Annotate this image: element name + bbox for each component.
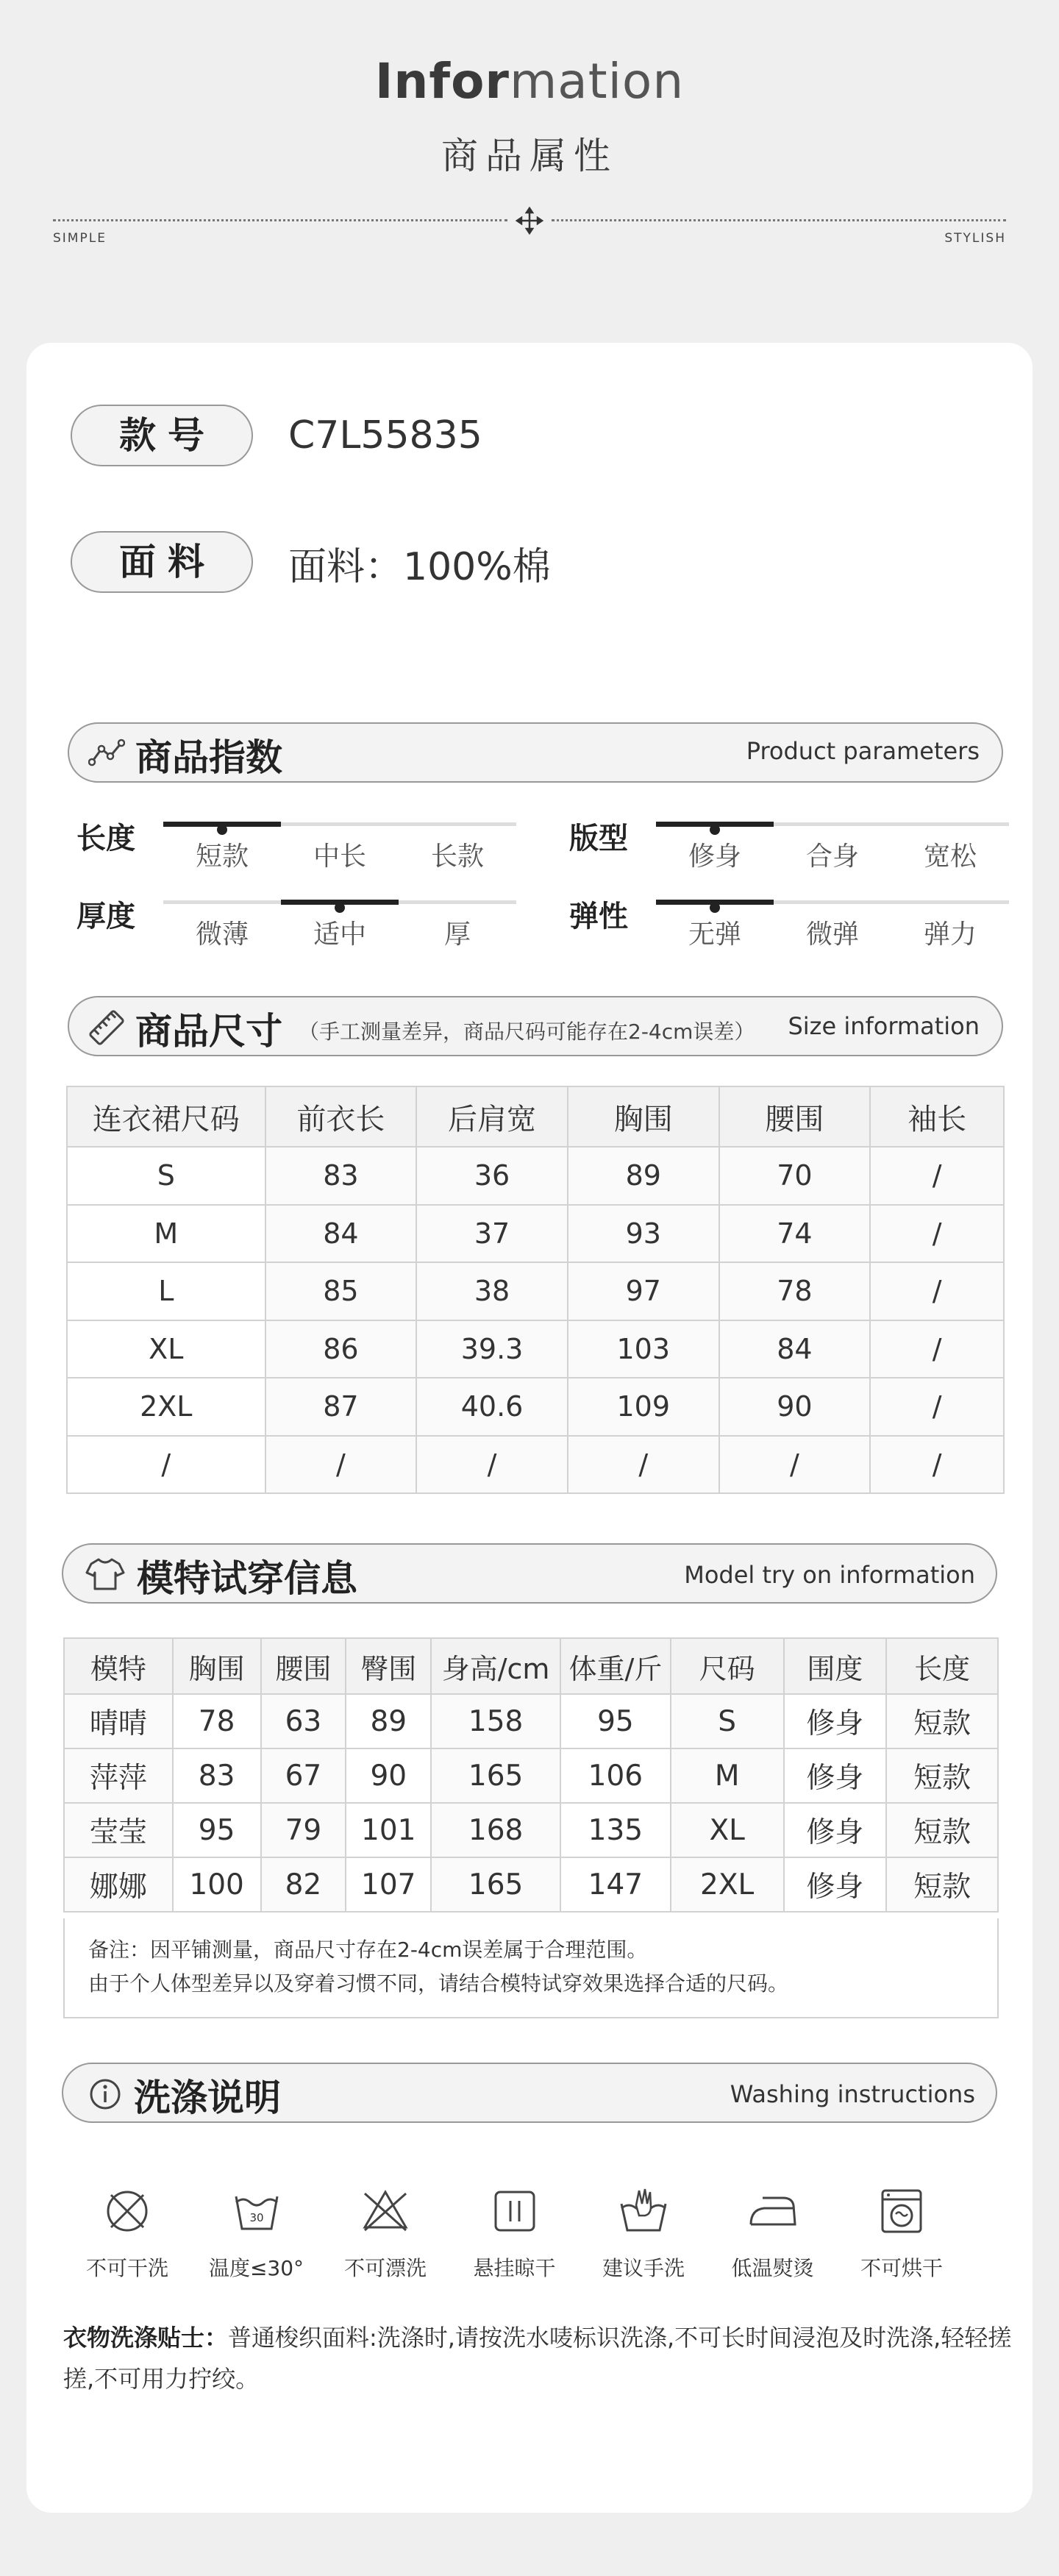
no-wash-icon <box>72 2185 182 2238</box>
wash-item <box>460 2185 570 2282</box>
table-cell: / <box>265 1436 417 1494</box>
table-header-cell: 体重/斤 <box>560 1638 671 1694</box>
table-header-cell: 连衣裙尺码 <box>67 1086 265 1147</box>
page-title-en: Information <box>374 53 685 110</box>
tag-simple: SIMPLE <box>53 231 107 246</box>
table-header-cell: 前衣长 <box>265 1086 417 1147</box>
size-info-note: （手工测量差异，商品尺码可能存在2-4cm误差） <box>299 1020 755 1044</box>
param-label: 长度 <box>76 822 135 855</box>
table-cell: 93 <box>568 1205 719 1263</box>
table-cell: 135 <box>560 1803 671 1857</box>
divider-right <box>552 219 1006 221</box>
param-selected-dot <box>710 825 720 835</box>
param-option: 中长 <box>313 842 366 872</box>
style-number-label: 款号 <box>71 405 253 466</box>
table-header-cell: 后肩宽 <box>416 1086 568 1147</box>
wash-label: 温度≤30° <box>208 2256 304 2280</box>
table-cell: 79 <box>261 1803 346 1857</box>
table-cell: 95 <box>173 1803 261 1857</box>
wash-item <box>330 2185 441 2282</box>
style-number-value: C7L55835 <box>288 413 482 458</box>
table-cell: 85 <box>265 1262 417 1320</box>
table-cell: XL <box>671 1803 784 1857</box>
wash-label: 低温熨烫 <box>731 2256 814 2280</box>
table-cell: 短款 <box>886 1857 998 1912</box>
table-header-cell: 胸围 <box>568 1086 719 1147</box>
param-label: 弹性 <box>569 900 628 933</box>
table-cell: M <box>67 1205 265 1263</box>
wash-item <box>202 2185 312 2282</box>
table-cell: / <box>870 1378 1004 1436</box>
table-cell: 165 <box>431 1857 560 1912</box>
table-cell: 39.3 <box>416 1320 568 1378</box>
param-option: 长款 <box>430 842 484 872</box>
table-cell: 63 <box>261 1694 346 1748</box>
table-cell: 萍萍 <box>64 1748 173 1803</box>
table-row <box>64 1694 998 1748</box>
divider-left <box>53 219 507 221</box>
table-cell: 100 <box>173 1857 261 1912</box>
no-tumble-dry-icon <box>846 2185 957 2238</box>
param-option: 合身 <box>805 842 859 872</box>
table-cell: 修身 <box>784 1857 887 1912</box>
info-icon <box>88 2077 122 2111</box>
param-option: 宽松 <box>923 842 977 872</box>
table-cell: / <box>870 1436 1004 1494</box>
washing-tip-text: 普通梭织面料:洗涤时,请按洗水唛标识洗涤,不可长时间浸泡及时洗涤,轻轻搓搓,不可用力拧绞。 <box>63 2324 1012 2393</box>
wash-30-icon <box>202 2185 312 2238</box>
table-cell: 168 <box>431 1803 560 1857</box>
table-cell: 95 <box>560 1694 671 1748</box>
table-cell: 106 <box>560 1748 671 1803</box>
table-cell: 短款 <box>886 1694 998 1748</box>
model-note-line-2: 由于个人体型差异以及穿着习惯不同，请结合模特试穿效果选择合适的尺码。 <box>88 1971 789 1996</box>
table-cell: 70 <box>719 1147 871 1205</box>
table-cell: 147 <box>560 1857 671 1912</box>
table-cell: 2XL <box>671 1857 784 1912</box>
wash-item <box>718 2185 828 2282</box>
table-header-cell: 腰围 <box>261 1638 346 1694</box>
param-option: 厚 <box>443 919 471 950</box>
table-cell: 97 <box>568 1262 719 1320</box>
table-cell: 37 <box>416 1205 568 1263</box>
low-iron-icon <box>718 2185 828 2238</box>
table-cell: / <box>870 1205 1004 1263</box>
table-header-cell: 长度 <box>886 1638 998 1694</box>
cross-arrows-icon <box>515 206 544 235</box>
hand-wash-icon <box>588 2185 699 2238</box>
table-cell: 40.6 <box>416 1378 568 1436</box>
table-header-cell: 臀围 <box>346 1638 431 1694</box>
table-cell: 84 <box>719 1320 871 1378</box>
shirt-icon <box>85 1556 125 1592</box>
param-option: 适中 <box>313 919 366 950</box>
product-index-title-en: Product parameters <box>746 737 980 765</box>
table-row <box>67 1436 1004 1494</box>
product-index-title: 商品指数 <box>135 736 282 779</box>
table-cell: / <box>870 1262 1004 1320</box>
table-header-cell: 袖长 <box>870 1086 1004 1147</box>
table-row <box>64 1803 998 1857</box>
table-cell: / <box>568 1436 719 1494</box>
table-cell: L <box>67 1262 265 1320</box>
washing-tip <box>63 2317 1012 2399</box>
table-cell: / <box>416 1436 568 1494</box>
table-cell: XL <box>67 1320 265 1378</box>
table-cell: 89 <box>568 1147 719 1205</box>
tag-stylish: STYLISH <box>944 231 1006 246</box>
table-cell: 83 <box>265 1147 417 1205</box>
param-option: 修身 <box>688 842 741 872</box>
param-option: 微弹 <box>805 919 859 950</box>
table-cell: 38 <box>416 1262 568 1320</box>
table-cell: M <box>671 1748 784 1803</box>
table-row <box>67 1378 1004 1436</box>
param-label: 版型 <box>569 822 628 855</box>
wash-label: 不可干洗 <box>85 2256 168 2280</box>
wash-label: 不可漂洗 <box>343 2256 427 2280</box>
table-cell: 158 <box>431 1694 560 1748</box>
fabric-value: 面料：100%棉 <box>288 545 551 589</box>
table-cell: 修身 <box>784 1748 887 1803</box>
hang-dry-icon <box>460 2185 570 2238</box>
size-info-title-en: Size information <box>788 1012 980 1040</box>
size-info-title: 商品尺寸 <box>135 1010 282 1053</box>
wash-label: 建议手洗 <box>602 2256 685 2280</box>
table-cell: 娜娜 <box>64 1857 173 1912</box>
table-cell: 107 <box>346 1857 431 1912</box>
washing-title: 洗涤说明 <box>134 2077 281 2119</box>
model-table <box>63 1637 999 1913</box>
table-header-cell: 围度 <box>784 1638 887 1694</box>
model-note-line-1: 备注：因平铺测量，商品尺寸存在2-4cm误差属于合理范围。 <box>88 1938 648 1962</box>
table-cell: 短款 <box>886 1748 998 1803</box>
table-cell: 90 <box>346 1748 431 1803</box>
table-header-cell: 身高/cm <box>431 1638 560 1694</box>
table-header-cell: 胸围 <box>173 1638 261 1694</box>
table-cell: 103 <box>568 1320 719 1378</box>
table-row <box>67 1320 1004 1378</box>
table-cell: 74 <box>719 1205 871 1263</box>
param-label: 厚度 <box>76 900 135 933</box>
table-cell: 84 <box>265 1205 417 1263</box>
param-option: 无弹 <box>688 919 741 950</box>
table-row <box>64 1857 998 1912</box>
table-cell: 82 <box>261 1857 346 1912</box>
table-cell: 86 <box>265 1320 417 1378</box>
wash-temp-label: 30 <box>249 2211 264 2224</box>
table-row <box>64 1748 998 1803</box>
table-row <box>67 1205 1004 1263</box>
param-option: 弹力 <box>923 919 977 950</box>
table-row <box>67 1147 1004 1205</box>
table-cell: 2XL <box>67 1378 265 1436</box>
table-cell: / <box>719 1436 871 1494</box>
fabric-label: 面料 <box>71 531 253 593</box>
wash-label: 不可烘干 <box>860 2256 943 2280</box>
table-cell: 修身 <box>784 1803 887 1857</box>
table-header-cell: 尺码 <box>671 1638 784 1694</box>
model-info-title-en: Model try on information <box>684 1561 975 1589</box>
table-cell: 短款 <box>886 1803 998 1857</box>
size-table <box>66 1086 1005 1494</box>
model-info-title: 模特试穿信息 <box>137 1557 357 1600</box>
ruler-icon <box>87 1008 126 1047</box>
table-cell: 90 <box>719 1378 871 1436</box>
washing-title-en: Washing instructions <box>730 2080 975 2108</box>
table-cell: 165 <box>431 1748 560 1803</box>
wash-item <box>846 2185 957 2282</box>
table-cell: 83 <box>173 1748 261 1803</box>
table-header-cell: 腰围 <box>719 1086 871 1147</box>
table-cell: 修身 <box>784 1694 887 1748</box>
wash-item <box>588 2185 699 2282</box>
table-cell: / <box>870 1147 1004 1205</box>
table-cell: 莹莹 <box>64 1803 173 1857</box>
table-cell: 87 <box>265 1378 417 1436</box>
table-cell: 67 <box>261 1748 346 1803</box>
table-cell: 36 <box>416 1147 568 1205</box>
table-header-cell: 模特 <box>64 1638 173 1694</box>
washing-tip-label: 衣物洗涤贴士： <box>63 2324 229 2352</box>
table-cell: 78 <box>173 1694 261 1748</box>
wash-item <box>72 2185 182 2282</box>
table-cell: / <box>67 1436 265 1494</box>
table-cell: / <box>870 1320 1004 1378</box>
trend-line-icon <box>88 737 125 768</box>
param-selected-dot <box>710 903 720 913</box>
table-cell: S <box>67 1147 265 1205</box>
table-cell: 89 <box>346 1694 431 1748</box>
no-bleach-icon <box>330 2185 441 2238</box>
page-title-cn: 商品属性 <box>441 135 618 177</box>
param-selected-dot <box>217 825 227 835</box>
table-cell: 101 <box>346 1803 431 1857</box>
model-note <box>63 1918 999 2018</box>
table-cell: 78 <box>719 1262 871 1320</box>
table-cell: S <box>671 1694 784 1748</box>
table-cell: 109 <box>568 1378 719 1436</box>
table-row <box>67 1262 1004 1320</box>
wash-label: 悬挂晾干 <box>473 2256 556 2280</box>
param-selected-dot <box>335 903 345 913</box>
table-cell: 晴晴 <box>64 1694 173 1748</box>
param-option: 短款 <box>195 842 249 872</box>
param-option: 微薄 <box>195 919 249 950</box>
